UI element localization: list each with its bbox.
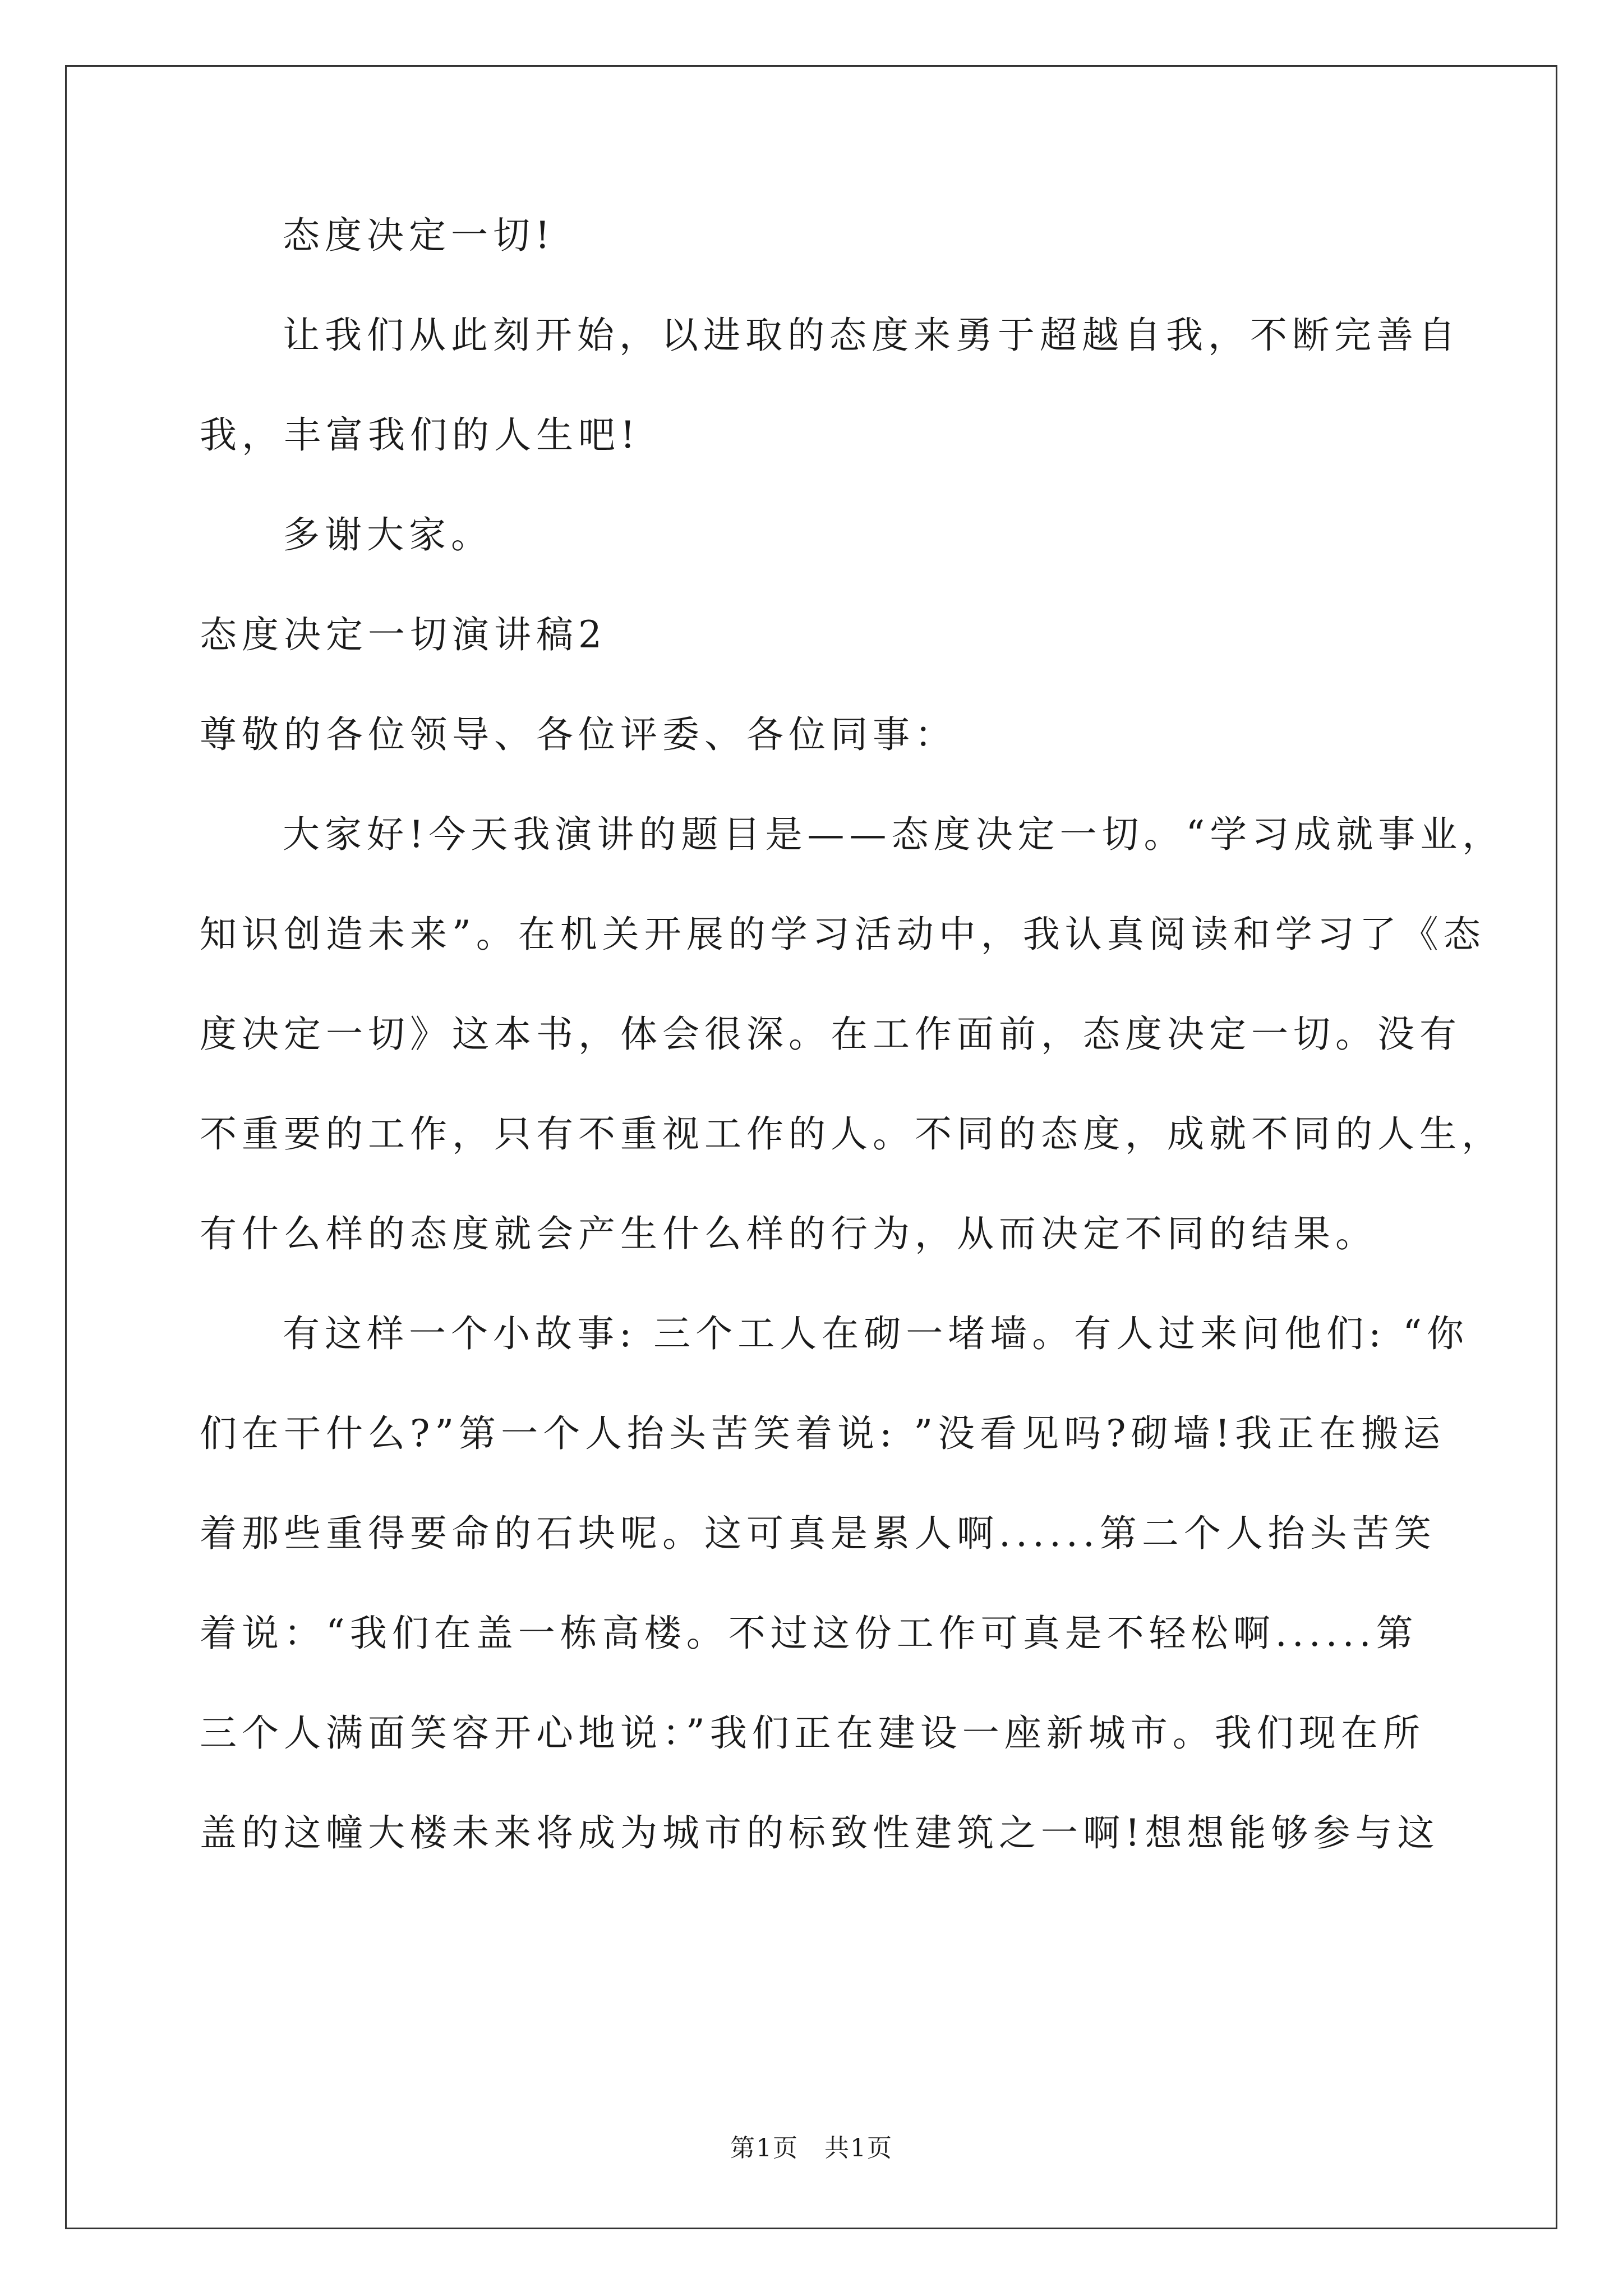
paragraph-line: 度决定一切》这本书，体会很深。在工作面前，态度决定一切。没有 (200, 1013, 1461, 1056)
paragraph-line: 有什么样的态度就会产生什么样的行为，从而决定不同的结果。 (200, 1212, 1377, 1255)
paragraph-line: 让我们从此刻开始，以进取的态度来勇于超越自我，不断完善自 (283, 314, 1460, 357)
paragraph-line: 我，丰富我们的人生吧! (200, 413, 640, 457)
paragraph-line: 三个人满面笑容开心地说：”我们正在建设一座新城市。我们现在所 (200, 1711, 1425, 1755)
paragraph-line: 着说：“我们在盖一栋高楼。不过这份工作可真是不轻松啊......第 (200, 1612, 1418, 1655)
section-title: 态度决定一切演讲稿2 (200, 613, 607, 656)
paragraph-line: 大家好!今天我演讲的题目是——态度决定一切。“学习成就事业， (283, 813, 1505, 856)
paragraph-line: 多谢大家。 (283, 513, 493, 556)
salutation: 尊敬的各位领导、各位评委、各位同事： (200, 713, 957, 756)
paragraph-line: 不重要的工作，只有不重视工作的人。不同的态度，成就不同的人生， (200, 1112, 1504, 1156)
paragraph-line: 有这样一个小故事: 三个工人在砌一堵墙。有人过来问他们: “你 (283, 1312, 1469, 1355)
paragraph-line: 态度决定一切! (283, 214, 555, 257)
page-number-footer: 第1页 共1页 (730, 2134, 893, 2162)
paragraph-line: 盖的这幢大楼未来将成为城市的标致性建筑之一啊!想想能够参与这 (200, 1811, 1440, 1855)
paragraph-line: 知识创造未来”。在机关开展的学习活动中，我认真阅读和学习了《态 (200, 913, 1486, 956)
paragraph-line: 们在干什么?”第一个人抬头苦笑着说: ”没看见吗?砌墙!我正在搬运 (200, 1412, 1445, 1455)
paragraph-line: 着那些重得要命的石块呢。这可真是累人啊......第二个人抬头苦笑 (200, 1512, 1436, 1555)
